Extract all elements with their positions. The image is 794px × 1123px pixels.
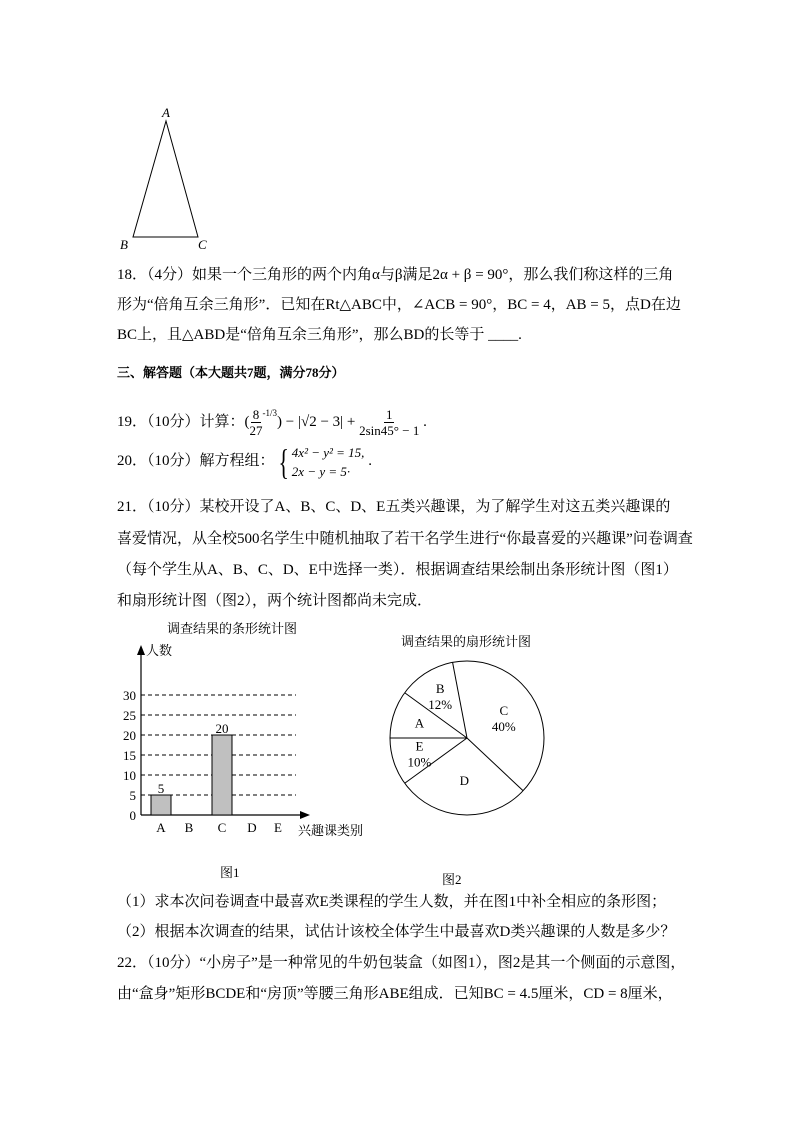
- q19-suffix: .: [423, 414, 427, 430]
- x-tick-label: D: [247, 820, 257, 835]
- y-tick-label: 5: [129, 788, 136, 803]
- bar-value-label: 5: [157, 781, 165, 796]
- bar-C: [212, 735, 232, 815]
- y-tick-label: 20: [123, 728, 136, 743]
- slice-label-A: A: [414, 715, 425, 731]
- q19-exponent: -1/3: [262, 408, 277, 418]
- bar-chart-title: 调查结果的条形统计图: [167, 621, 298, 636]
- x-axis-arrow-icon: [300, 811, 310, 819]
- q19-prefix: 19．（10分）计算：(: [117, 414, 250, 430]
- figure-2-caption: 图2: [442, 872, 462, 887]
- equation-1: 4x² − y² = 15,: [291, 444, 365, 460]
- y-tick-label: 10: [123, 768, 136, 783]
- x-tick-label: C: [217, 820, 227, 835]
- q21-line-1: 21．（10分）某校开设了A、B、C、D、E五类兴趣课，为了解学生对这五类兴趣课的: [117, 499, 671, 515]
- slice-percent-B: 12%: [428, 696, 453, 712]
- q19-f1-num: 8: [252, 407, 260, 423]
- slice-label-E: E: [415, 738, 424, 754]
- bar-chart-xlabel: 兴趣课类别: [298, 823, 364, 838]
- y-tick-label: 0: [129, 808, 136, 823]
- q20-prefix: 20．（10分）解方程组：: [117, 453, 275, 469]
- y-tick-label: 15: [123, 748, 136, 763]
- vertex-c-label: C: [198, 237, 207, 252]
- q19-middle: ) − |√2 − 3| +: [277, 414, 356, 430]
- pie-chart: [390, 661, 544, 815]
- x-tick-label: E: [274, 820, 282, 835]
- brace-icon: {: [277, 441, 289, 482]
- q22-line-2: 由“盒身”矩形BCDE和“房顶”等腰三角形ABE组成．已知BC = 4.5厘米，CD = 8厘米，: [117, 986, 673, 1002]
- pie-chart-title: 调查结果的扇形统计图: [401, 634, 532, 649]
- q19-f2-den: 2sin45° − 1: [359, 423, 420, 439]
- equation-system: [292, 443, 365, 481]
- q19-f1-den: 27: [249, 423, 263, 439]
- y-tick-label: 25: [123, 708, 136, 723]
- q21-sub-1: （1）求本次问卷调查中最喜欢E类课程的学生人数，并在图1中补全相应的条形图；: [117, 894, 667, 910]
- y-tick-label: 30: [123, 688, 136, 703]
- q21-sub-2: （2）根据本次调查的结果，试估计该校全体学生中最喜欢D类兴趣课的人数是多少？: [117, 924, 676, 940]
- q18-line-3: BC上，且△ABD是“倍角互余三角形”，那么BD的长等于 ____.: [117, 327, 522, 343]
- bar-chart: [123, 645, 310, 835]
- section-heading: 三、解答题（本大题共7题，满分78分）: [117, 365, 345, 380]
- slice-label-D: D: [459, 772, 470, 788]
- equation-2: 2x − y = 5·: [291, 463, 351, 479]
- q18-line-2: 形为“倍角互余三角形”．已知在Rt△ABC中，∠ACB = 90°，BC = 4，AB = 5，点D在边: [117, 297, 681, 313]
- vertex-a-label: A: [162, 105, 170, 120]
- q19: [117, 396, 427, 439]
- vertex-b-label: B: [120, 237, 128, 252]
- q19-fraction-2: [359, 407, 419, 438]
- q21-line-3: （每个学生从A、B、C、D、E中选择一类）．根据调查结果绘制出条形统计图（图1）: [117, 562, 678, 578]
- q21-line-2: 喜爱情况，从全校500名学生中随机抽取了若干名学生进行“你最喜爱的兴趣课”问卷调查: [117, 531, 693, 547]
- q19-f2-num: 1: [385, 407, 393, 423]
- bar-chart-ylabel: 人数: [146, 643, 173, 658]
- slice-percent-C: 40%: [491, 718, 516, 734]
- slice-label-B: B: [435, 680, 445, 696]
- bar-A: [151, 795, 171, 815]
- q21-line-4: 和扇形统计图（图2），两个统计图都尚未完成．: [117, 593, 433, 609]
- q20-suffix: .: [368, 453, 372, 469]
- x-tick-label: A: [156, 820, 166, 835]
- q19-fraction-1: [250, 407, 263, 438]
- slice-percent-E: 10%: [407, 754, 432, 770]
- figure-1-caption: 图1: [220, 865, 240, 880]
- q22-line-1: 22．（10分）“小房子”是一种常见的牛奶包装盒（如图1），图2是其一个侧面的示意图，: [117, 955, 686, 971]
- q18-line-1: 18．（4分）如果一个三角形的两个内角α与β满足2α + β = 90°，那么我们称这样的三角: [117, 267, 674, 283]
- bar-value-label: 20: [215, 721, 229, 736]
- triangle-abc: [133, 121, 198, 237]
- slice-label-C: C: [499, 702, 509, 718]
- x-tick-label: B: [184, 820, 194, 835]
- q20: [117, 440, 372, 482]
- y-axis-arrow-icon: [137, 645, 145, 655]
